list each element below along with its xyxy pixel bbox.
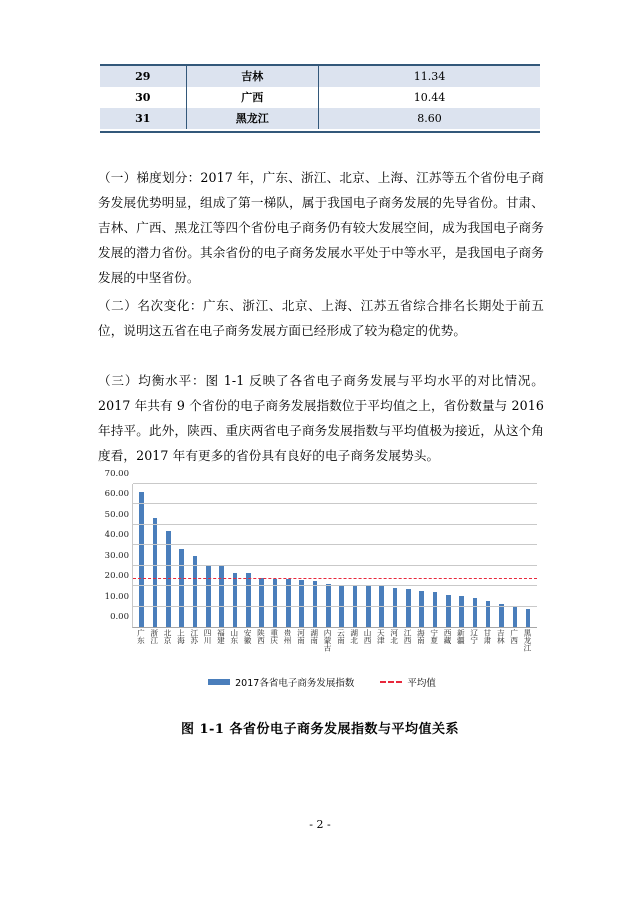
chart-y-tick-label: 40.00 [104, 530, 129, 541]
chart-x-label-cell [374, 629, 387, 671]
chart-x-tick-label: 甘肃 [482, 629, 492, 644]
chart-x-tick-label: 河北 [389, 629, 399, 644]
chart-gridline [133, 524, 537, 525]
paragraph-balance-level: （三）均衡水平：图 1-1 反映了各省电子商务发展与平均水平的对比情况。2017 年共有 9 个省份的电子商务发展指数位于平均值之上，省份数量与 2016 年持平。此外，陕西、重庆两省电子商务发展指数与平均值极为接近，从这个角度看，2017 年有更多的省份具有良好的电子商务发展势头。 [98, 372, 544, 463]
chart-x-label-cell [334, 629, 347, 671]
chart-y-tick-label: 10.00 [104, 591, 129, 602]
chart-x-label-cell [161, 629, 174, 671]
chart-bar [193, 556, 198, 627]
chart-x-label-cell [427, 629, 440, 671]
chart-x-label-cell [321, 629, 334, 671]
figure-chart [98, 470, 546, 710]
chart-bar [513, 606, 518, 627]
chart-bar [499, 604, 504, 627]
chart-bar [233, 573, 238, 627]
chart-bar [206, 565, 211, 627]
ranking-table [100, 66, 540, 129]
chart-x-label-cell [201, 629, 214, 671]
chart-x-tick-label: 浙江 [149, 629, 159, 644]
chart-y-tick-label: 60.00 [104, 489, 129, 500]
cell-province: 吉林 [186, 66, 318, 87]
chart-x-label-cell [147, 629, 160, 671]
chart-bar [473, 598, 478, 627]
chart-bar [433, 592, 438, 627]
chart-x-tick-label: 江苏 [189, 629, 199, 644]
chart-x-tick-label: 山东 [229, 629, 239, 644]
chart-x-label-cell [454, 629, 467, 671]
chart-gridline [133, 483, 537, 484]
chart-x-tick-label: 西藏 [443, 629, 452, 644]
chart-x-tick-label: 海南 [416, 629, 426, 644]
chart-x-axis-labels [132, 629, 536, 671]
chart-x-tick-label: 贵州 [283, 629, 293, 644]
chart-x-tick-label: 湖南 [309, 629, 319, 644]
chart-bar [139, 492, 144, 627]
chart-x-label-cell [134, 629, 147, 671]
chart-y-tick-label: 0.00 [110, 612, 129, 622]
chart-bar [273, 579, 278, 627]
chart-gridline [133, 606, 537, 607]
chart-x-label-cell [174, 629, 187, 671]
chart-x-label-cell [401, 629, 414, 671]
chart-x-label-cell [521, 629, 534, 671]
chart-y-tick-label: 30.00 [104, 550, 129, 561]
chart-gridline [133, 544, 537, 545]
paragraph-gradient-division: （一）梯度划分：2017 年，广东、浙江、北京、上海、江苏等五个省份电子商务发展优势明显，组成了第一梯队，属于我国电子商务发展的先导省份。甘肃、吉林、广西、黑龙江等四个省份电子商务仍有较大发展空间，成为我国电子商务发展的潜力省份。其余省份的电子商务发展水平处于中等水平，是我国电子商务发展的中坚省份。 [98, 169, 544, 285]
legend-dashed-line-icon [380, 681, 402, 683]
chart-gridline [133, 585, 537, 586]
cell-rank: 29 [100, 66, 186, 87]
chart-x-tick-label: 宁夏 [429, 629, 439, 644]
chart-bar [459, 596, 464, 627]
chart-x-label-cell [267, 629, 280, 671]
chart-x-tick-label: 上海 [176, 629, 186, 644]
chart-bar [419, 591, 424, 627]
chart-gridline [133, 503, 537, 504]
chart-bar [153, 518, 158, 627]
cell-value: 8.60 [417, 111, 442, 125]
chart-x-tick-label: 北京 [163, 629, 173, 644]
chart-y-tick-label: 70.00 [104, 469, 129, 479]
average-line [133, 578, 537, 579]
chart-legend [98, 675, 546, 689]
paragraph-rank-change: （二）名次变化：广东、浙江、北京、上海、江苏五省综合排名长期处于前五位，说明这五省在电子商务发展方面已经形成了较为稳定的优势。 [98, 297, 544, 338]
chart-bar [446, 595, 451, 627]
chart-x-label-cell [254, 629, 267, 671]
chart-bar [219, 566, 224, 627]
chart-x-label-cell [294, 629, 307, 671]
table-body [100, 66, 540, 129]
legend-average-label: 平均值 [407, 678, 436, 689]
chart-x-tick-label: 安徽 [243, 629, 253, 644]
chart-x-tick-label: 黑龙江 [522, 629, 532, 651]
chart-x-label-cell [481, 629, 494, 671]
chart-x-tick-label: 河南 [296, 629, 306, 644]
chart-x-label-cell [187, 629, 200, 671]
chart-x-label-cell [227, 629, 240, 671]
chart-bar [286, 579, 291, 627]
table-bottom-rule [100, 131, 540, 133]
chart-x-label-cell [281, 629, 294, 671]
chart-x-tick-label: 天津 [376, 629, 386, 644]
chart-x-label-cell [387, 629, 400, 671]
legend-item-average [380, 675, 436, 689]
chart-y-tick-label: 50.00 [104, 509, 129, 520]
chart-y-tick-label: 20.00 [104, 571, 129, 582]
chart-x-label-cell [214, 629, 227, 671]
chart-bar [393, 588, 398, 627]
chart-bar [179, 549, 184, 627]
chart-x-tick-label: 四川 [203, 629, 213, 644]
chart-x-label-cell [467, 629, 480, 671]
chart-x-tick-label: 山西 [363, 629, 373, 644]
cell-province: 广西 [186, 87, 318, 108]
chart-bar [299, 580, 304, 627]
chart-x-tick-label: 广西 [509, 629, 519, 644]
chart-x-tick-label: 辽宁 [469, 629, 479, 644]
chart-x-label-cell [441, 629, 454, 671]
chart-x-label-cell [494, 629, 507, 671]
chart-gridline [133, 565, 537, 566]
cell-value: 11.34 [413, 69, 446, 83]
chart-gridline [133, 626, 537, 627]
chart-bar [313, 581, 318, 627]
table-row [100, 108, 540, 129]
page-footer: - 2 - [309, 818, 331, 831]
chart-x-tick-label: 新疆 [456, 629, 466, 644]
chart-x-label-cell [307, 629, 320, 671]
chart-plot-area [104, 469, 537, 628]
chart-bar [526, 609, 531, 627]
legend-series-label: 2017各省电子商务发展指数 [235, 678, 355, 689]
table-row [100, 87, 540, 108]
cell-value: 10.44 [413, 90, 446, 104]
chart-x-label-cell [414, 629, 427, 671]
table-row [100, 66, 540, 87]
cell-rank: 30 [100, 87, 186, 108]
legend-bar-swatch-icon [208, 679, 230, 685]
chart-x-label-cell [347, 629, 360, 671]
cell-rank: 31 [100, 108, 186, 129]
chart-x-tick-label: 内蒙古 [323, 629, 333, 651]
legend-item-series [208, 675, 354, 689]
chart-bar [406, 589, 411, 627]
chart-x-tick-label: 广东 [136, 629, 146, 644]
chart-x-tick-label: 重庆 [269, 629, 279, 644]
chart-x-label-cell [241, 629, 254, 671]
chart-x-tick-label: 江西 [403, 629, 413, 644]
chart-x-tick-label: 湖北 [349, 629, 359, 644]
chart-bar [246, 573, 251, 627]
figure-caption: 图 1-1 各省份电子商务发展指数与平均值关系 [180, 722, 460, 737]
chart-x-label-cell [507, 629, 520, 671]
chart-x-tick-label: 福建 [216, 629, 226, 644]
chart-x-label-cell [361, 629, 374, 671]
chart-x-tick-label: 陕西 [256, 629, 266, 644]
cell-province: 黑龙江 [186, 108, 318, 129]
chart-x-tick-label: 云南 [336, 629, 346, 644]
chart-x-tick-label: 吉林 [496, 629, 506, 644]
